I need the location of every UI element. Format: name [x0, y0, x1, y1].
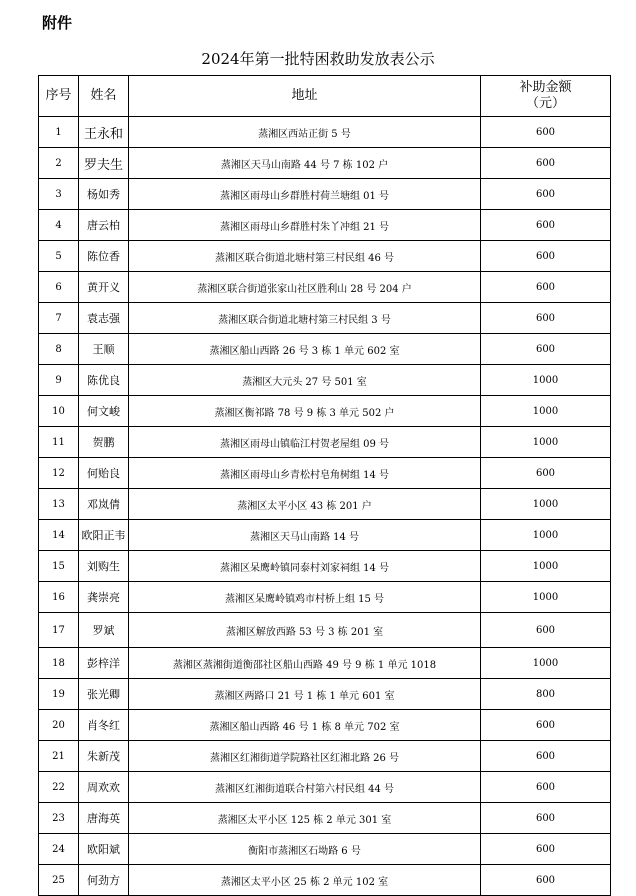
cell-name: 邓岚倩 [79, 489, 129, 520]
table-row [39, 551, 611, 582]
cell-name: 龚崇亮 [79, 582, 129, 613]
table-row [39, 648, 611, 679]
cell-name: 罗斌 [79, 613, 129, 648]
cell-address: 蒸湘区呆鹰岭镇鸡市村桥上组 15 号 [129, 582, 481, 613]
cell-amount: 600 [481, 272, 611, 303]
cell-amount: 600 [481, 772, 611, 803]
table-row [39, 834, 611, 865]
cell-amount: 600 [481, 613, 611, 648]
cell-amount: 600 [481, 117, 611, 148]
cell-no: 17 [39, 613, 79, 648]
cell-address: 蒸湘区呆鹰岭镇同泰村刘家祠组 14 号 [129, 551, 481, 582]
header-amount [481, 76, 611, 117]
cell-address: 蒸湘区太平小区 43 栋 201 户 [129, 489, 481, 520]
cell-address: 衡阳市蒸湘区石坳路 6 号 [129, 834, 481, 865]
cell-name: 彭梓洋 [79, 648, 129, 679]
table-row [39, 241, 611, 272]
cell-amount: 600 [481, 303, 611, 334]
cell-no: 12 [39, 458, 79, 489]
cell-address: 蒸湘区蒸湘街道衡邵社区船山西路 49 号 9 栋 1 单元 1018 [129, 648, 481, 679]
cell-address: 蒸湘区天马山南路 14 号 [129, 520, 481, 551]
table-row [39, 396, 611, 427]
cell-name: 欧阳正韦 [79, 520, 129, 551]
cell-amount: 600 [481, 834, 611, 865]
cell-no: 11 [39, 427, 79, 458]
cell-address: 蒸湘区大元头 27 号 501 室 [129, 365, 481, 396]
table-row [39, 710, 611, 741]
page-title: 2024年第一批特困救助发放表公示 [201, 50, 435, 68]
cell-no: 2 [39, 148, 79, 179]
cell-name: 陈优良 [79, 365, 129, 396]
cell-no: 23 [39, 803, 79, 834]
cell-address: 蒸湘区两路口 21 号 1 栋 1 单元 601 室 [129, 679, 481, 710]
table-row [39, 303, 611, 334]
cell-address: 蒸湘区衡祁路 78 号 9 栋 3 单元 502 户 [129, 396, 481, 427]
cell-address: 蒸湘区雨母山镇临江村贺老屋组 09 号 [129, 427, 481, 458]
cell-name: 杨如秀 [79, 179, 129, 210]
cell-no: 16 [39, 582, 79, 613]
cell-amount: 600 [481, 710, 611, 741]
cell-name: 张光卿 [79, 679, 129, 710]
cell-address: 蒸湘区船山西路 26 号 3 栋 1 单元 602 室 [129, 334, 481, 365]
cell-amount: 1000 [481, 551, 611, 582]
table-row [39, 865, 611, 896]
cell-name: 贺鹏 [79, 427, 129, 458]
table-row [39, 148, 611, 179]
table-row [39, 458, 611, 489]
cell-address: 蒸湘区红湘街道联合村第六村民组 44 号 [129, 772, 481, 803]
cell-address: 蒸湘区联合街道北塘村第三村民组 3 号 [129, 303, 481, 334]
table-row [39, 489, 611, 520]
cell-amount: 1000 [481, 427, 611, 458]
cell-amount: 600 [481, 334, 611, 365]
cell-no: 25 [39, 865, 79, 896]
cell-address: 蒸湘区雨母山乡青松村皂角树组 14 号 [129, 458, 481, 489]
cell-name: 王永和 [79, 117, 129, 148]
cell-name: 朱新茂 [79, 741, 129, 772]
cell-no: 24 [39, 834, 79, 865]
table-row [39, 613, 611, 648]
cell-no: 6 [39, 272, 79, 303]
cell-name: 何文峻 [79, 396, 129, 427]
cell-name: 肖冬红 [79, 710, 129, 741]
cell-name: 黄开义 [79, 272, 129, 303]
cell-no: 5 [39, 241, 79, 272]
cell-amount: 600 [481, 241, 611, 272]
cell-name: 王顺 [79, 334, 129, 365]
table-row [39, 427, 611, 458]
cell-no: 13 [39, 489, 79, 520]
cell-name: 陈位香 [79, 241, 129, 272]
cell-amount: 600 [481, 458, 611, 489]
cell-no: 4 [39, 210, 79, 241]
cell-name: 何贻良 [79, 458, 129, 489]
cell-amount: 600 [481, 148, 611, 179]
attachment-label: 附件 [42, 14, 73, 32]
cell-amount: 600 [481, 179, 611, 210]
cell-name: 唐云柏 [79, 210, 129, 241]
cell-address: 蒸湘区联合街道张家山社区胜利山 28 号 204 户 [129, 272, 481, 303]
cell-amount: 1000 [481, 648, 611, 679]
cell-no: 20 [39, 710, 79, 741]
cell-address: 蒸湘区西站正街 5 号 [129, 117, 481, 148]
cell-no: 1 [39, 117, 79, 148]
cell-address: 蒸湘区雨母山乡群胜村朱丫冲组 21 号 [129, 210, 481, 241]
cell-no: 8 [39, 334, 79, 365]
cell-no: 9 [39, 365, 79, 396]
table-row [39, 365, 611, 396]
table-row [39, 803, 611, 834]
cell-amount: 800 [481, 679, 611, 710]
cell-amount: 600 [481, 865, 611, 896]
cell-no: 14 [39, 520, 79, 551]
cell-amount: 1000 [481, 396, 611, 427]
header-address: 地址 [129, 76, 481, 117]
cell-name: 周欢欢 [79, 772, 129, 803]
cell-address: 蒸湘区船山西路 46 号 1 栋 8 单元 702 室 [129, 710, 481, 741]
table-row [39, 772, 611, 803]
cell-no: 7 [39, 303, 79, 334]
cell-address: 蒸湘区联合街道北塘村第三村民组 46 号 [129, 241, 481, 272]
relief-table [38, 75, 611, 896]
cell-no: 15 [39, 551, 79, 582]
header-name: 姓名 [79, 76, 129, 117]
cell-address: 蒸湘区解放西路 53 号 3 栋 201 室 [129, 613, 481, 648]
cell-name: 罗夫生 [79, 148, 129, 179]
cell-name: 刘购生 [79, 551, 129, 582]
cell-amount: 600 [481, 210, 611, 241]
cell-address: 蒸湘区天马山南路 44 号 7 栋 102 户 [129, 148, 481, 179]
cell-no: 18 [39, 648, 79, 679]
cell-name: 袁志强 [79, 303, 129, 334]
table-row [39, 741, 611, 772]
cell-name: 唐海英 [79, 803, 129, 834]
cell-amount: 1000 [481, 582, 611, 613]
table-row [39, 334, 611, 365]
cell-address: 蒸湘区太平小区 25 栋 2 单元 102 室 [129, 865, 481, 896]
cell-no: 10 [39, 396, 79, 427]
table-body [39, 117, 611, 896]
cell-no: 19 [39, 679, 79, 710]
cell-amount: 600 [481, 741, 611, 772]
table-row [39, 272, 611, 303]
cell-address: 蒸湘区雨母山乡群胜村荷兰塘组 01 号 [129, 179, 481, 210]
cell-name: 何劲方 [79, 865, 129, 896]
cell-no: 3 [39, 179, 79, 210]
table-row [39, 582, 611, 613]
cell-amount: 600 [481, 803, 611, 834]
cell-amount: 1000 [481, 520, 611, 551]
cell-no: 21 [39, 741, 79, 772]
cell-amount: 1000 [481, 365, 611, 396]
cell-amount: 1000 [481, 489, 611, 520]
table-row [39, 679, 611, 710]
cell-address: 蒸湘区太平小区 125 栋 2 单元 301 室 [129, 803, 481, 834]
table-row [39, 179, 611, 210]
cell-no: 22 [39, 772, 79, 803]
cell-name: 欧阳斌 [79, 834, 129, 865]
table-row [39, 520, 611, 551]
header-amount-line1: 补助金额 [519, 80, 572, 95]
header-row [39, 76, 611, 117]
table-row [39, 210, 611, 241]
cell-address: 蒸湘区红湘街道学院路社区红湘北路 26 号 [129, 741, 481, 772]
header-amount-line2: （元） [525, 96, 565, 111]
header-no: 序号 [39, 76, 79, 117]
table-row [39, 117, 611, 148]
